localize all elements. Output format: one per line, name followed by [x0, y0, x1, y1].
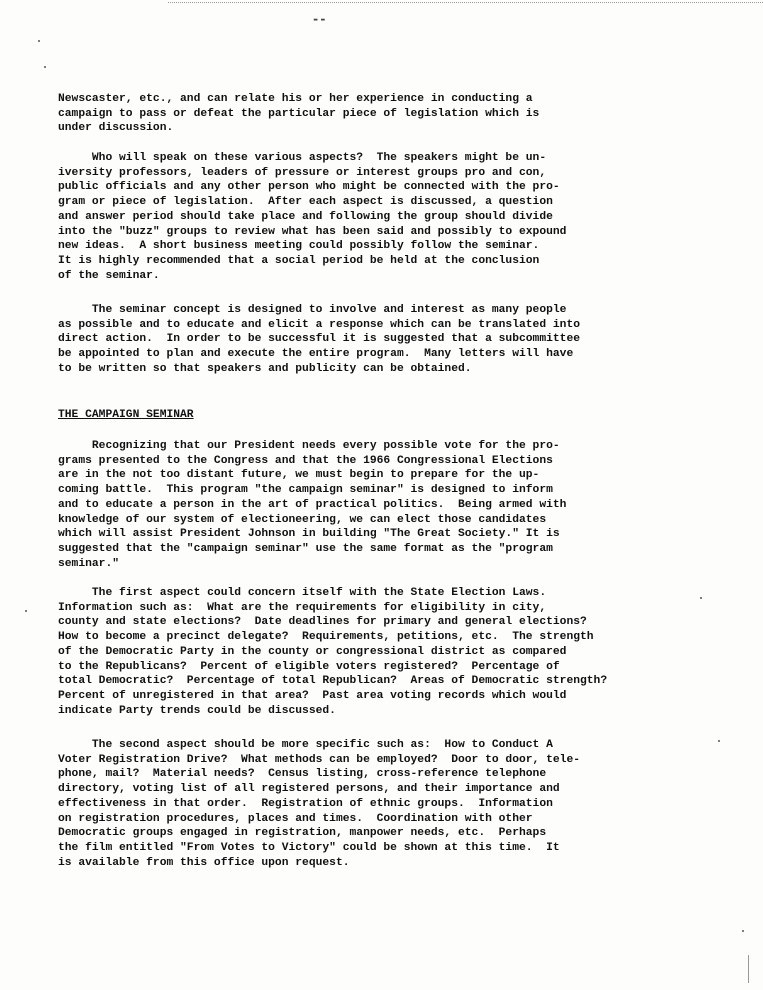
- paragraph-first-aspect: [58, 586, 658, 718]
- text-line: of the Democratic Party in the county or congressional district as compared: [58, 645, 567, 658]
- text-line: Information such as: What are the requirements for eligibility in city,: [58, 601, 547, 614]
- text-line: directory, voting list of all registered persons, and their importance and: [58, 783, 560, 796]
- text-line: It is highly recommended that a social period be held at the conclusion: [58, 254, 540, 267]
- text-line: on registration procedures, places and times. Coordination with other: [58, 812, 533, 825]
- text-line: Recognizing that our President needs every possible vote for the pro-: [58, 440, 560, 452]
- scan-speck: [44, 66, 46, 68]
- text-line: Percent of unregistered in that area? Past area voting records which would: [58, 689, 567, 702]
- text-line: the film entitled "From Votes to Victory" could be shown at this time. It: [58, 841, 560, 854]
- text-line: and answer period should take place and following the group should divide: [58, 210, 553, 223]
- text-line: of the seminar.: [58, 269, 160, 282]
- text-line: public officials and any other person who might be connected with the pro-: [58, 181, 560, 194]
- text-line: Newscaster, etc., and can relate his or her experience in conducting a: [58, 93, 533, 105]
- text-line: phone, mail? Material needs? Census listing, cross-reference telephone: [58, 768, 547, 781]
- text-line: to be written so that speakers and publicity can be obtained.: [58, 362, 472, 375]
- page-edge-dotted-line: [168, 2, 763, 3]
- text-line: into the "buzz" groups to review what has been said and possibly to expound: [58, 225, 567, 238]
- text-line: effectiveness in that order. Registration of ethnic groups. Information: [58, 797, 553, 810]
- scan-speck: [38, 40, 40, 42]
- text-line: The first aspect could concern itself with the State Election Laws.: [58, 587, 547, 599]
- margin-mark: [748, 955, 749, 983]
- scan-speck: [742, 930, 744, 932]
- text-line: Democratic groups engaged in registration, manpower needs, etc. Perhaps: [58, 827, 547, 840]
- paragraph-newscaster: [58, 92, 658, 136]
- text-line: gram or piece of legislation. After each aspect is discussed, a question: [58, 196, 553, 209]
- text-line: Who will speak on these various aspects? The speakers might be un-: [58, 152, 547, 164]
- text-line: new ideas. A short business meeting could possibly follow the seminar.: [58, 240, 540, 253]
- text-line: which will assist President Johnson in building "The Great Society." It is: [58, 528, 560, 541]
- section-heading: THE CAMPAIGN SEMINAR: [58, 409, 194, 421]
- paragraph-who-will-speak: [58, 151, 658, 283]
- text-line: county and state elections? Date deadlines for primary and general elections?: [58, 616, 587, 629]
- text-line: is available from this office upon request.: [58, 856, 350, 869]
- text-line: are in the not too distant future, we must begin to prepare for the up-: [58, 469, 540, 482]
- text-line: under discussion.: [58, 122, 174, 135]
- scan-speck: [25, 610, 27, 612]
- text-line: How to become a precinct delegate? Requirements, petitions, etc. The strength: [58, 631, 594, 644]
- paragraph-second-aspect: [58, 738, 658, 870]
- text-line: campaign to pass or defeat the particular piece of legislation which is: [58, 107, 540, 120]
- text-line: total Democratic? Percentage of total Republican? Areas of Democratic strength?: [58, 675, 608, 688]
- text-line: as possible and to educate and elicit a response which can be translated into: [58, 318, 581, 331]
- scan-speck: [700, 597, 702, 599]
- text-line: coming battle. This program "the campaign seminar" is designed to inform: [58, 484, 553, 497]
- text-line: and to educate a person in the art of practical politics. Being armed with: [58, 498, 567, 511]
- text-line: grams presented to the Congress and that the 1966 Congressional Elections: [58, 454, 553, 467]
- text-line: Voter Registration Drive? What methods can be employed? Door to door, tele-: [58, 753, 581, 766]
- text-line: to the Republicans? Percent of eligible voters registered? Percentage of: [58, 660, 560, 673]
- text-line: The seminar concept is designed to involve and interest as many people: [58, 304, 567, 316]
- text-line: seminar.": [58, 557, 120, 570]
- text-line: knowledge of our system of electioneering, we can elect those candidates: [58, 513, 547, 526]
- text-line: suggested that the "campaign seminar" use the same format as the "program: [58, 542, 553, 555]
- text-line: The second aspect should be more specific such as: How to Conduct A: [58, 739, 553, 751]
- text-line: iversity professors, leaders of pressure or interest groups pro and con,: [58, 166, 547, 179]
- paragraph-seminar-concept: [58, 303, 658, 377]
- scan-speck: [718, 740, 720, 742]
- paragraph-recognizing: [58, 439, 658, 571]
- text-line: direct action. In order to be successful it is suggested that a subcommittee: [58, 333, 581, 346]
- text-line: indicate Party trends could be discussed.: [58, 704, 336, 717]
- top-mark: --: [312, 12, 327, 26]
- text-line: be appointed to plan and execute the entire program. Many letters will have: [58, 348, 574, 361]
